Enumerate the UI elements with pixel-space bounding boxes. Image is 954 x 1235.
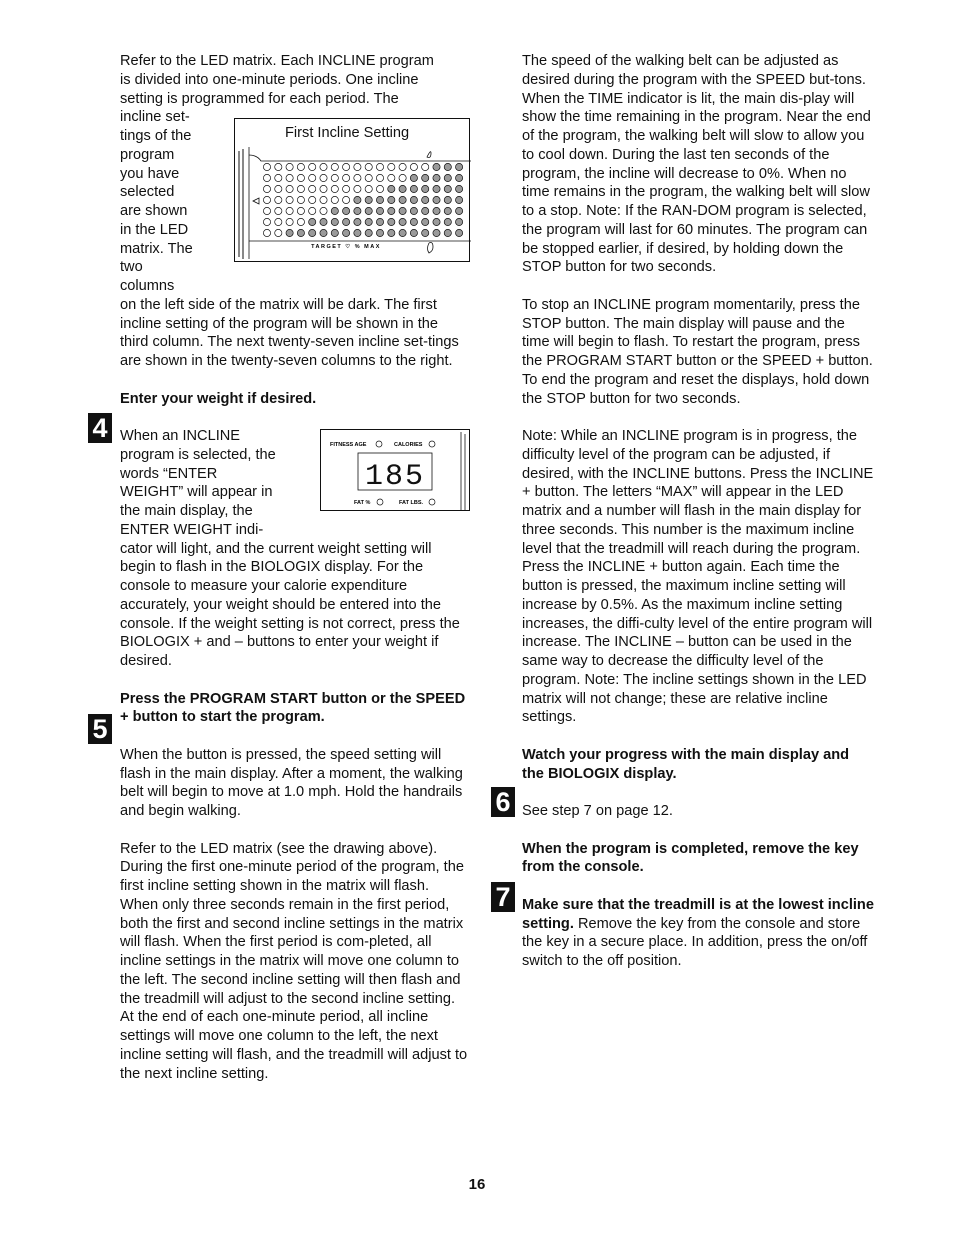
led-dot	[376, 175, 383, 182]
led-dot	[433, 197, 440, 204]
led-matrix-figure	[228, 118, 470, 262]
led-dot	[365, 186, 372, 193]
led-dot	[286, 197, 293, 204]
fat-lbs-indicator-icon	[429, 499, 435, 505]
fitness-age-indicator-icon	[376, 441, 382, 447]
led-dot	[456, 164, 463, 171]
led-dot	[286, 208, 293, 215]
step-number-badge: 5	[88, 714, 112, 744]
led-dot	[275, 219, 282, 226]
wrap-line: program is selected, the	[120, 446, 276, 463]
led-dot	[297, 219, 304, 226]
led-dot	[410, 230, 417, 237]
wrap-line: columns	[120, 278, 175, 294]
led-dot	[433, 186, 440, 193]
led-dot	[331, 197, 338, 204]
led-dot	[410, 197, 417, 204]
step5-heading: Press the PROGRAM START button or the SPEED + button to start the program.	[120, 690, 466, 726]
led-dot	[343, 208, 350, 215]
led-dot	[297, 230, 304, 237]
led-dot	[410, 186, 417, 193]
led-matrix-frame	[234, 118, 470, 262]
led-dot	[286, 230, 293, 237]
led-dot	[309, 230, 316, 237]
led-dot	[376, 208, 383, 215]
fat-percent-indicator-icon	[377, 499, 383, 505]
led-dot	[410, 175, 417, 182]
led-dot	[376, 186, 383, 193]
biologix-display-figure	[312, 427, 470, 511]
step6-heading: Watch your progress with the main display and the BIOLOGIX display.	[522, 746, 850, 782]
led-dot	[410, 208, 417, 215]
led-dot	[331, 186, 338, 193]
wrap-line: tings of the	[120, 128, 192, 144]
step6-text: See step 7 on page 12.	[522, 803, 673, 819]
led-dot	[263, 186, 270, 193]
led-dot	[320, 186, 327, 193]
calories-indicator-icon	[429, 441, 435, 447]
wrap-line: the main display, the	[120, 503, 253, 519]
led-dot	[433, 164, 440, 171]
step7-paragraph	[522, 896, 874, 971]
led-dot	[422, 175, 429, 182]
led-dot	[320, 208, 327, 215]
led-dot	[422, 219, 429, 226]
led-dot	[376, 230, 383, 237]
led-dot	[354, 208, 361, 215]
led-dot	[365, 197, 372, 204]
wrap-line: WEIGHT” will appear in	[120, 484, 273, 501]
led-dot	[297, 164, 304, 171]
led-dot	[444, 219, 451, 226]
led-dot	[275, 175, 282, 182]
led-dot	[376, 197, 383, 204]
step5-paragraph: Refer to the LED matrix (see the drawing above). During the first one-minute period of the program, the first incline setting shown in the matrix will flash. When only three seconds remain in the first period, both the first and second incline settings in the matrix will flash. When the first period is com-pleted, all incline settings in the matrix will move one column to the left. The second incline setting will then flash and the treadmill will adjust to the second incline setting. At the end of each one-minute period, all incline settings will move one column to the left, the next incline setting will flash, and the treadmill will adjust to the next incline setting.	[120, 840, 468, 1082]
led-dot	[275, 164, 282, 171]
wrap-line: are shown	[120, 203, 188, 219]
intro-rest: on the left side of the matrix will be dark. The first incline setting of the program will be shown in the third column. The next twenty-seven incline set-tings are shown in the twenty-seven columns to the right.	[120, 296, 459, 369]
intro-line: Refer to the LED matrix. Each INCLINE program	[120, 53, 434, 69]
led-dot	[376, 219, 383, 226]
led-dot	[444, 186, 451, 193]
led-dot	[320, 219, 327, 226]
led-dot	[343, 219, 350, 226]
led-dot	[456, 197, 463, 204]
left-column	[120, 52, 470, 1083]
led-dot	[275, 186, 282, 193]
led-dot	[388, 186, 395, 193]
wrap-line: selected	[120, 184, 175, 201]
led-dot	[399, 186, 406, 193]
led-dot	[320, 175, 327, 182]
led-dot	[286, 164, 293, 171]
led-dot	[354, 175, 361, 182]
paragraph: To stop an INCLINE program momentarily, press the STOP button. The main display will pause and the time will begin to flash. To restart the program, press the PROGRAM START button or the SPEED + button. To end the program and reset the displays, hold down the STOP button for two seconds.	[522, 296, 873, 407]
led-dot	[320, 230, 327, 237]
step-number-badge: 4	[88, 413, 112, 443]
led-dot	[365, 219, 372, 226]
led-dot	[399, 208, 406, 215]
led-dot	[433, 219, 440, 226]
intro-line: setting is programmed for each period. The	[120, 90, 399, 107]
led-dot	[286, 219, 293, 226]
led-dot	[388, 164, 395, 171]
calories-label: CALORIES	[394, 442, 423, 448]
led-dot	[388, 208, 395, 215]
led-dot	[297, 208, 304, 215]
led-dot	[331, 230, 338, 237]
led-dot	[399, 197, 406, 204]
led-dot	[433, 208, 440, 215]
led-dot	[433, 230, 440, 237]
led-dot	[399, 175, 406, 182]
intro-line: is divided into one-minute periods. One incline	[120, 71, 419, 88]
wrap-line: you have	[120, 165, 180, 182]
lcd-value: 185	[364, 460, 426, 494]
led-dot	[309, 186, 316, 193]
page-number: 16	[468, 1176, 486, 1193]
led-dot	[275, 230, 282, 237]
led-dot	[309, 164, 316, 171]
led-dot	[456, 219, 463, 226]
led-dot	[410, 219, 417, 226]
led-dot	[275, 208, 282, 215]
wrap-line: matrix. The	[120, 240, 193, 257]
wrap-line: ENTER WEIGHT indi-	[120, 521, 264, 538]
led-dot	[320, 164, 327, 171]
led-dot	[399, 219, 406, 226]
led-dot	[343, 164, 350, 171]
step-number-badge: 7	[491, 882, 515, 912]
led-dot	[354, 219, 361, 226]
fat-lbs-label: FAT LBS.	[399, 500, 424, 506]
led-dot	[343, 197, 350, 204]
led-dot	[399, 230, 406, 237]
led-dot	[343, 230, 350, 237]
step-number-badge: 6	[491, 787, 515, 817]
led-dot	[331, 219, 338, 226]
led-dot	[456, 175, 463, 182]
led-dot	[422, 197, 429, 204]
right-column	[522, 52, 874, 971]
led-dot	[444, 197, 451, 204]
led-dot	[365, 175, 372, 182]
step5-paragraph: When the button is pressed, the speed setting will flash in the main display. After a moment, the walking belt will begin to move at 1.0 mph. Hold the handrails and begin walking.	[120, 746, 463, 819]
led-dot	[263, 197, 270, 204]
led-dot	[263, 175, 270, 182]
led-dot	[275, 197, 282, 204]
led-dot	[354, 164, 361, 171]
led-dot	[354, 230, 361, 237]
led-dot	[444, 208, 451, 215]
led-dot	[444, 164, 451, 171]
led-dot	[388, 175, 395, 182]
led-dot-grid	[263, 164, 462, 237]
led-matrix-drawing	[235, 119, 471, 263]
fat-percent-label: FAT %	[354, 500, 371, 506]
led-dot	[343, 175, 350, 182]
led-dot	[456, 208, 463, 215]
led-dot	[309, 219, 316, 226]
biologix-display-drawing	[321, 430, 471, 512]
led-dot	[286, 186, 293, 193]
led-dot	[263, 230, 270, 237]
led-dot	[331, 208, 338, 215]
step4-heading: Enter your weight if desired.	[120, 390, 317, 407]
step7-bold-lead: Make sure that the treadmill is at the lowest incline setting.	[522, 896, 874, 932]
step7-text: Remove the key from the console and store the key in a secure place. In addition, press the on/off switch to the off position.	[522, 915, 868, 969]
paragraph: Note: While an INCLINE program is in progress, the difficulty level of the program can be adjusted, if desired, with the INCLINE buttons. Press the INCLINE + button. The letters “MAX” will appear in the LED matrix and a number will flash in the main display for three seconds. This number is the maximum incline level that the treadmill will reach during the program. Press the INCLINE + button again. Each time the button is pressed, the maximum incline setting will increase by 0.5%. As the maximum incline setting increases, the diffi-culty level of the entire program will increase. The INCLINE – button can be used in the same way to decrease the difficulty level of the program. Note: The incline settings shown in the LED matrix will not change; these are relative incline settings.	[522, 428, 874, 726]
led-dot	[309, 175, 316, 182]
led-dot	[376, 164, 383, 171]
led-dot	[444, 230, 451, 237]
wrap-line: program	[120, 146, 175, 163]
led-dot	[410, 164, 417, 171]
led-dot	[331, 175, 338, 182]
led-dot	[263, 164, 270, 171]
led-dot	[388, 197, 395, 204]
led-dot	[456, 186, 463, 193]
led-dot	[309, 208, 316, 215]
led-dot	[354, 186, 361, 193]
led-dot	[309, 197, 316, 204]
led-dot	[263, 219, 270, 226]
intro-wrap-block	[120, 108, 470, 296]
wrap-line: two	[120, 259, 143, 276]
led-dot	[331, 164, 338, 171]
biologix-display-frame	[320, 429, 470, 511]
led-dot	[354, 197, 361, 204]
step4-wrap-block	[120, 427, 470, 540]
led-dot	[388, 219, 395, 226]
step7-heading: When the program is completed, remove the key from the console.	[522, 840, 859, 876]
wrap-line: in the LED	[120, 221, 189, 238]
led-dot	[286, 175, 293, 182]
led-dot	[433, 175, 440, 182]
led-dot	[365, 208, 372, 215]
led-dot	[422, 186, 429, 193]
led-dot	[422, 230, 429, 237]
figure-caption: First Incline Setting	[285, 125, 410, 142]
wrap-line: When an INCLINE	[120, 428, 241, 444]
led-dot	[365, 230, 372, 237]
wrap-line: incline set-	[120, 109, 190, 126]
led-dot	[388, 230, 395, 237]
led-dot	[365, 164, 372, 171]
led-footer-label: TARGET ♡ % MAX	[311, 244, 381, 251]
led-dot	[320, 197, 327, 204]
led-dot	[399, 164, 406, 171]
wrap-line: words “ENTER	[120, 465, 218, 482]
led-dot	[297, 186, 304, 193]
step4-rest: cator will light, and the current weight setting will begin to flash in the BIOLOGIX display. For the console to measure your calorie expenditure accurately, your weight should be entered into the console. If the weight setting is not correct, press the BIOLOGIX + and – buttons to enter your weight if desired.	[120, 540, 460, 669]
led-dot	[422, 164, 429, 171]
paragraph: The speed of the walking belt can be adjusted as desired during the program with the SPEED but-tons. When the TIME indicator is lit, the main dis-play will show the time remaining in the program. Near the end of the program, the walking belt will slow to allow you to cool down. During the last ten seconds of the program, the incline will decrease to 0%. When no time remains in the program, the walking belt will slow to a stop. Note: If the RAN-DOM program is selected, the program will last for 60 minutes. The program can be stopped earlier, if desired, by holding down the STOP button for two seconds.	[522, 53, 871, 276]
led-dot	[297, 175, 304, 182]
led-dot	[422, 208, 429, 215]
led-dot	[297, 197, 304, 204]
led-dot	[263, 208, 270, 215]
led-dot	[456, 230, 463, 237]
led-dot	[343, 186, 350, 193]
fitness-age-label: FITNESS AGE	[330, 442, 367, 448]
led-dot	[444, 175, 451, 182]
